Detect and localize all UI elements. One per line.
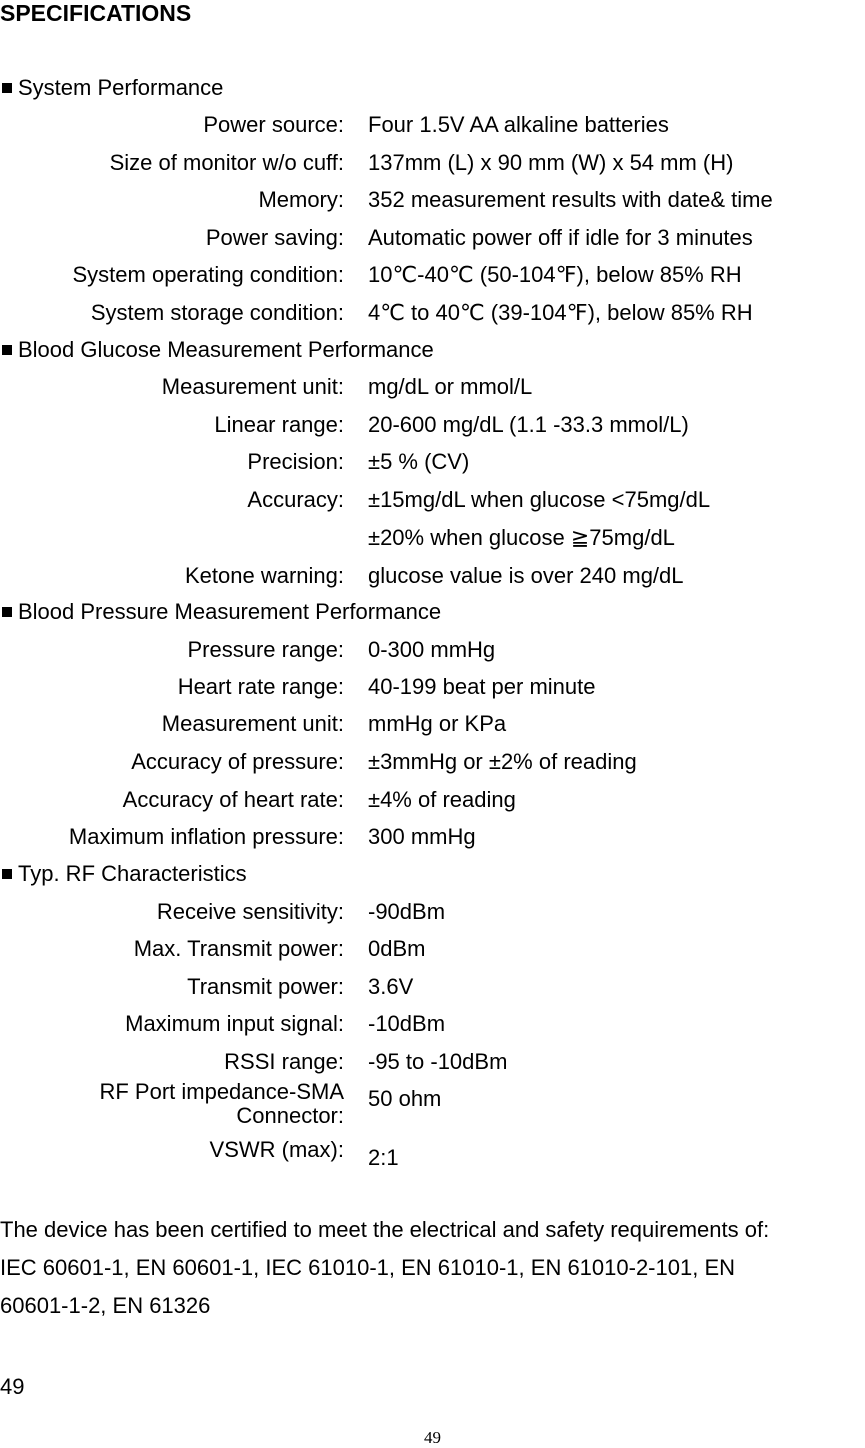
section-heading-blood-glucose: Blood Glucose Measurement Performance xyxy=(2,337,434,363)
spec-row: Maximum input signal: -10dBm xyxy=(125,1011,446,1036)
page-number: 49 xyxy=(0,1374,25,1399)
page-title: SPECIFICATIONS xyxy=(0,0,192,26)
spec-row: System storage condition: 4℃ to 40℃ (39-104℉), below 85% RH xyxy=(90,300,753,325)
bullet-square-icon xyxy=(2,83,12,93)
section-heading-system-performance: System Performance xyxy=(2,75,223,101)
spec-row: RSSI range: -95 to -10dBm xyxy=(224,1049,508,1074)
section-heading-rf-characteristics: Typ. RF Characteristics xyxy=(2,861,247,887)
spec-row: Pressure range: 0-300 mmHg xyxy=(187,637,496,662)
spec-row: Accuracy of heart rate: ±4% of reading xyxy=(122,787,516,812)
spec-row: Max. Transmit power: 0dBm xyxy=(133,936,426,961)
spec-row: Accuracy of pressure: ±3mmHg or ±2% of reading xyxy=(131,749,637,774)
spec-row: Maximum inflation pressure: 300 mmHg xyxy=(68,824,476,849)
spec-row: Measurement unit: mg/dL or mmol/L xyxy=(161,374,533,399)
bullet-square-icon xyxy=(2,345,12,355)
bullet-square-icon xyxy=(2,869,12,879)
spec-row: Power saving: Automatic power off if idle for 3 minutes xyxy=(205,225,753,250)
spec-row: Accuracy: ±15mg/dL when glucose <75mg/dL xyxy=(247,487,711,512)
certification-line-3: 60601-1-2, EN 61326 xyxy=(0,1293,211,1318)
spec-row: VSWR (max): 2:1 xyxy=(209,1137,399,1170)
spec-row: Transmit power: 3.6V xyxy=(187,974,414,999)
spec-row: Memory: 352 measurement results with date& time xyxy=(258,187,773,212)
bullet-square-icon xyxy=(2,607,12,617)
spec-row: RF Port impedance-SMA Connector: 50 ohm xyxy=(99,1079,442,1128)
spec-row: ±20% when glucose ≧75mg/dL xyxy=(368,525,675,550)
spec-row: Power source: Four 1.5V AA alkaline batteries xyxy=(203,112,669,137)
section-heading-blood-pressure: Blood Pressure Measurement Performance xyxy=(2,599,441,625)
spec-row: Heart rate range: 40-199 beat per minute xyxy=(177,674,596,699)
certification-line-2: IEC 60601-1, EN 60601-1, IEC 61010-1, EN 61010-1, EN 61010-2-101, EN xyxy=(0,1255,736,1280)
footer-page-number: 49 xyxy=(424,1428,441,1447)
certification-line-1: The device has been certified to meet the electrical and safety requirements of: xyxy=(0,1217,770,1242)
spec-row: Measurement unit: mmHg or KPa xyxy=(161,711,507,736)
spec-row: System operating condition: 10℃-40℃ (50-104℉), below 85% RH xyxy=(72,262,742,287)
spec-row: Size of monitor w/o cuff: 137mm (L) x 90 mm (W) x 54 mm (H) xyxy=(109,150,734,175)
spec-row: Linear range: 20-600 mg/dL (1.1 -33.3 mmol/L) xyxy=(214,412,689,437)
spec-row: Receive sensitivity: -90dBm xyxy=(156,899,446,924)
spec-row: Precision: ±5 % (CV) xyxy=(247,449,470,474)
spec-row: Ketone warning: glucose value is over 240 mg/dL xyxy=(185,563,684,588)
